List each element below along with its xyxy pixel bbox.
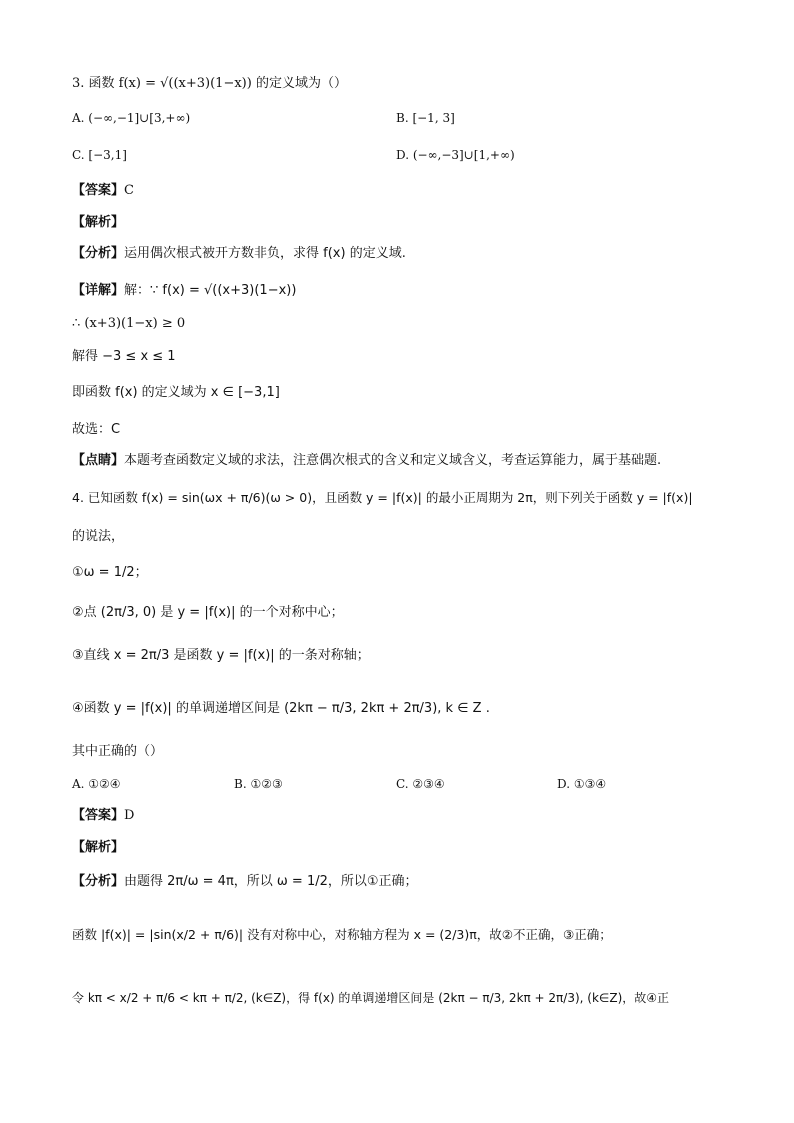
- q3-step2: 解得 −3 ≤ x ≤ 1: [72, 349, 176, 364]
- q3-choice: 故选：C: [72, 422, 121, 437]
- fenxi-text: 由题得 2π/ω = 4π，所以 ω = 1/2，所以①正确；: [124, 874, 418, 889]
- q4-item-1: ①ω = 1/2；: [72, 565, 148, 580]
- fenxi-label: 【分析】: [72, 874, 125, 889]
- answer-value: D: [124, 808, 135, 823]
- q3-xiangjie: [72, 281, 296, 301]
- q4-option-b: B. ①②③: [234, 777, 283, 791]
- q4-ask: 其中正确的（）: [72, 744, 164, 759]
- dianjing-label: 【点睛】: [72, 453, 125, 468]
- xiangjie-label: 【详解】: [72, 283, 125, 298]
- q3-fenxi: [72, 244, 406, 264]
- analysis-label: 【解析】: [72, 215, 125, 230]
- dianjing-text: 本题考查函数定义域的求法，注意偶次根式的含义和定义域含义，考查运算能力，属于基础题.: [124, 453, 662, 468]
- fenxi-text: 运用偶次根式被开方数非负，求得 f(x) 的定义域.: [124, 246, 406, 261]
- q3-analysis-heading: [72, 213, 124, 233]
- q4-explain-line2: 函数 |f(x)| = |sin(x/2 + π/6)| 没有对称中心，对称轴方程为 x = (2/3)π，故②不正确，③正确；: [72, 927, 612, 942]
- q4-stem-line2: 的说法，: [72, 529, 125, 544]
- q3-option-d: D. (−∞,−3]∪[1,+∞): [396, 148, 515, 162]
- q3-stem: 3. 函数 f(x) = √((x+3)(1−x)) 的定义域为（）: [72, 76, 347, 91]
- q4-fenxi: [72, 872, 418, 892]
- q4-item-4: ④函数 y = |f(x)| 的单调递增区间是 (2kπ − π/3, 2kπ + 2π/3), k ∈ Z .: [72, 701, 490, 716]
- xiangjie-text: 解：∵ f(x) = √((x+3)(1−x)): [124, 283, 297, 298]
- q3-dianjing: [72, 451, 661, 471]
- q4-option-d: D. ①③④: [557, 777, 607, 791]
- q3-answer: [72, 181, 134, 201]
- q3-option-b: B. [−1, 3]: [396, 111, 455, 125]
- answer-label: 【答案】: [72, 808, 125, 823]
- q4-stem-line1: 4. 已知函数 f(x) = sin(ωx + π/6)(ω > 0)，且函数 y = |f(x)| 的最小正周期为 2π，则下列关于函数 y = |f(x)|: [72, 490, 693, 505]
- q4-explain-line3: 令 kπ < x/2 + π/6 < kπ + π/2, (k∈Z)，得 f(x) 的单调递增区间是 (2kπ − π/3, 2kπ + 2π/3), (k∈Z)，故④正: [72, 991, 670, 1005]
- q4-analysis-heading: [72, 838, 124, 858]
- answer-label: 【答案】: [72, 183, 125, 198]
- fenxi-label: 【分析】: [72, 246, 125, 261]
- q3-step3: 即函数 f(x) 的定义域为 x ∈ [−3,1]: [72, 385, 280, 400]
- answer-value: C: [124, 183, 134, 198]
- q3-option-c: C. [−3,1]: [72, 148, 127, 162]
- q4-item-3: ③直线 x = 2π/3 是函数 y = |f(x)| 的一条对称轴；: [72, 648, 370, 663]
- q4-option-c: C. ②③④: [396, 777, 445, 791]
- q3-step1: ∴ (x+3)(1−x) ≥ 0: [72, 316, 186, 331]
- q4-item-2: ②点 (2π/3, 0) 是 y = |f(x)| 的一个对称中心；: [72, 605, 344, 620]
- q4-answer: [72, 806, 134, 826]
- analysis-label: 【解析】: [72, 840, 125, 855]
- q3-option-a: A. (−∞,−1]∪[3,+∞): [72, 111, 191, 125]
- q4-option-a: A. ①②④: [72, 777, 121, 791]
